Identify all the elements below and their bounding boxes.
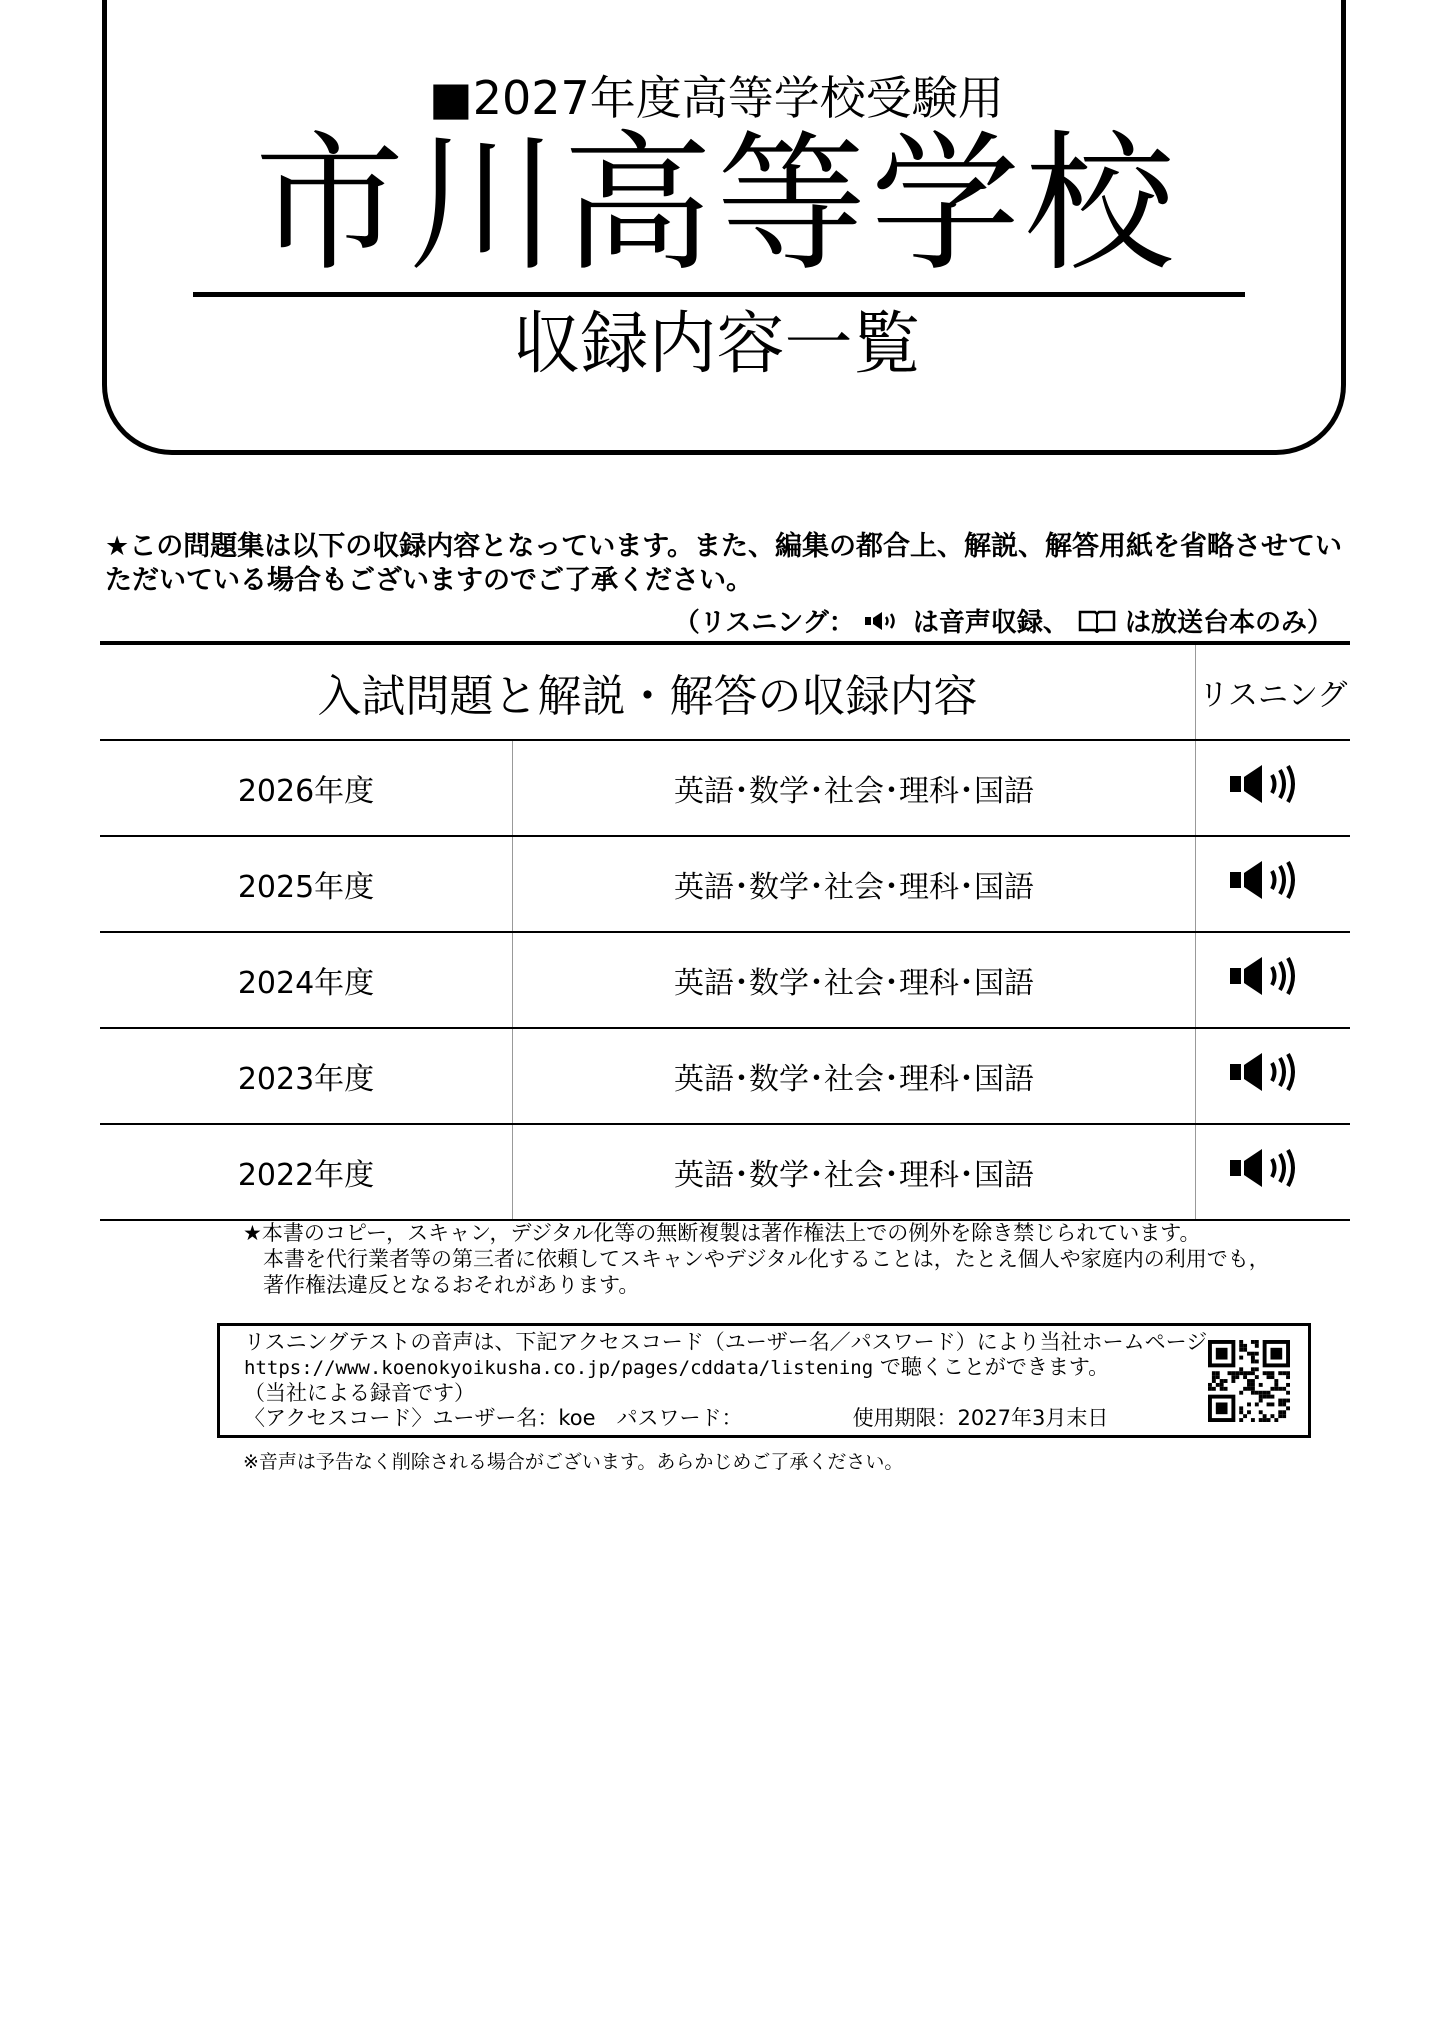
legend-book: は放送台本のみ） xyxy=(1124,608,1333,638)
year-cell: 2022年度 xyxy=(100,1124,513,1220)
listening-cell xyxy=(1196,1124,1351,1220)
listening-cell xyxy=(1196,1028,1351,1124)
table-row xyxy=(100,836,1350,932)
book-icon xyxy=(1078,609,1116,633)
expiry: 使用期限：2027年3月末日 xyxy=(852,1406,1109,1430)
speaker-icon xyxy=(864,610,904,632)
table-row xyxy=(100,1124,1350,1220)
intro-text: ★この問題集は以下の収録内容となっています。また、編集の都合上、解説、解答用紙を省略させていただいている場合もございますのでご了承ください。 xyxy=(105,531,1343,596)
subjects-cell: 英語･数学･社会･理科･国語 xyxy=(513,740,1196,836)
contents-table xyxy=(100,641,1350,1221)
title-rule xyxy=(193,292,1245,297)
school-name: 市川高等学校 xyxy=(254,118,1179,292)
contents-header: 入試問題と解説・解答の収録内容 xyxy=(100,643,1196,740)
subjects-cell: 英語･数学･社会･理科･国語 xyxy=(513,836,1196,932)
listening-header: リスニング xyxy=(1196,643,1351,740)
speaker-icon xyxy=(1228,858,1318,910)
access-line: （当社による録音です） xyxy=(244,1381,475,1405)
copyright-footnote xyxy=(243,1220,1270,1298)
speaker-icon xyxy=(1228,1146,1318,1198)
year-cell: 2024年度 xyxy=(100,932,513,1028)
subjects-cell: 英語･数学･社会･理科･国語 xyxy=(513,1028,1196,1124)
speaker-icon xyxy=(1228,762,1318,814)
listening-cell xyxy=(1196,932,1351,1028)
access-box xyxy=(217,1323,1311,1438)
listening-cell xyxy=(1196,836,1351,932)
supertitle: ■2027年度高等学校受験用 xyxy=(429,71,1004,125)
year-cell: 2023年度 xyxy=(100,1028,513,1124)
legend-open: （リスニング： xyxy=(673,608,855,638)
speaker-icon xyxy=(1228,1050,1318,1102)
table-row xyxy=(100,932,1350,1028)
footnote-line: 著作権法違反となるおそれがあります。 xyxy=(263,1273,640,1297)
listening-cell xyxy=(1196,740,1351,836)
footnote-line: ★本書のコピー，スキャン，デジタル化等の無断複製は著作権法上での例外を除き禁じられています。 xyxy=(243,1221,1201,1245)
legend-audio: は音声収録、 xyxy=(912,608,1069,638)
listening-url[interactable]: https://www.koenokyoikusha.co.jp/pages/cddata/listening xyxy=(244,1357,874,1379)
legend xyxy=(674,602,1333,639)
speaker-icon xyxy=(1228,954,1318,1006)
year-cell: 2026年度 xyxy=(100,740,513,836)
access-line: リスニングテストの音声は、下記アクセスコード（ユーザー名／パスワード）により当社ホームページ xyxy=(244,1330,1208,1354)
table-row xyxy=(100,1028,1350,1124)
access-line: で聴くことができます。 xyxy=(873,1355,1110,1379)
deletion-notice: ※音声は予告なく削除される場合がございます。あらかじめご了承ください。 xyxy=(243,1451,904,1473)
access-code: 〈アクセスコード〉ユーザー名：koe パスワード： xyxy=(244,1406,743,1430)
footnote-line: 本書を代行業者等の第三者に依頼してスキャンやデジタル化することは，たとえ個人や家庭内の利用でも， xyxy=(263,1247,1270,1271)
qr-code-icon[interactable] xyxy=(1208,1340,1290,1422)
subjects-cell: 英語･数学･社会･理科･国語 xyxy=(513,1124,1196,1220)
year-cell: 2025年度 xyxy=(100,836,513,932)
subjects-cell: 英語･数学･社会･理科･国語 xyxy=(513,932,1196,1028)
table-row xyxy=(100,740,1350,836)
subtitle: 収録内容一覧 xyxy=(512,305,921,384)
